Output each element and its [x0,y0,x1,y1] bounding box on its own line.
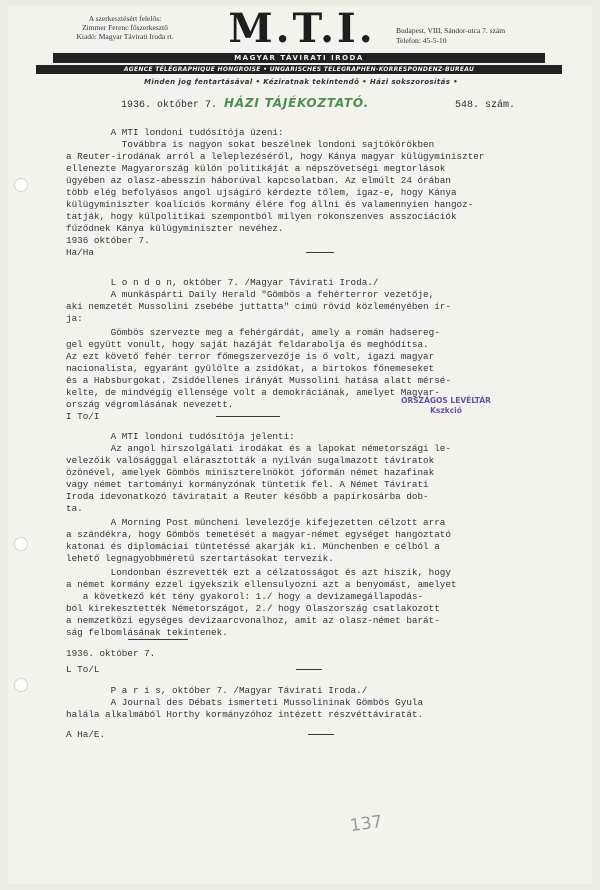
separator-dash [128,639,188,640]
report-line: 1936 október 7. [66,235,150,246]
report-line: ellenezte Magyarország külön politikáját a népszövetségi megtorlások [66,163,446,174]
punch-hole [14,537,28,551]
report-line: özönével, amelyek Gömbös miniszterelnököt jóformán német hazafinak [66,467,435,478]
archive-stamp-name: ORSZÁGOS LEVÉLTÁR [401,396,491,405]
report-line: a Reuter-irodának arról a leleplezéséről, hogy Kánya magyar külügyminiszter [66,151,485,162]
report-date: 1936. október 7. [66,648,156,659]
archive-stamp [396,396,496,416]
archive-stamp-section: Kszkció [430,406,462,415]
agency-name-band: MAGYAR TÁVIRATI IRODA [53,53,545,63]
report-line: Továbbra is nagyon sokat beszélnek londoni sajtókörökben [66,139,435,150]
report-line: a német kormány ezzel igyekszik ellensulyozni azt a benyomást, amelyet [66,579,457,590]
report-line: A MTI londoni tudósítója jelenti: [66,431,295,442]
publisher-line: Kiadó: Magyar Távirati Iroda rt. [76,32,174,41]
report-line: több elég befolyásos angol ujságíró kérdezte tőlem, igaz-e, hogy Kánya [66,187,457,198]
report-line: kelte, de mindvégig ellensége volt a demokráciának, amelyet Magyar- [66,387,440,398]
pencil-page-number: 137 [348,811,384,837]
report-line: P a r i s, október 7. /Magyar Távirati Iroda./ [66,685,368,696]
report-line: ból kirekesztették Németországot, 2./ hogy Olaszország csatlakozott [66,603,440,614]
address-info [396,26,536,46]
report-line: tatják, hogy külpolitikai szempontból milyen rokonszenves asszociációk [66,211,457,222]
document-date: 1936. október 7. [121,100,218,111]
report-line: L o n d o n, október 7. /Magyar Távirati Iroda./ [66,277,379,288]
report-line: és a Habsburgokat. Zsidóellenes irányát Mussolini hatása alatt mérsé- [66,375,451,386]
address-line: Budapest, VIII, Sándor-utca 7. szám [396,26,506,35]
signature-code: L To/L [66,664,100,675]
signature-code: I To/I [66,411,100,422]
report-line: halála alkalmából Horthy kormányzóhoz intézett részvéttáviratát. [66,709,424,720]
separator-dash [306,252,334,253]
report-line: Gömbös szervezte meg a fehérgárdát, amely a román hadsereg- [66,327,440,338]
document-page [8,6,592,884]
report-line: aki nemzetét Mussolini zsebébe juttatta" cimü rövid közleményében ír- [66,301,451,312]
report-line: ország végromlásának nevezett. [66,399,234,410]
report-line: ügyében az olasz-abesszin háborúval kapcsolatban. Az elmúlt 24 órában [66,175,451,186]
agency-languages-band: AGENCE TÉLÉGRAPHIQUE HONGROISE • UNGARISCHES TELEGRAPHEN-KORRESPONDENZ-BUREAU [36,65,562,74]
report-line: a következő két tény gyakorol: 1./ hogy a devizamegállapodás- [66,591,424,602]
punch-hole [14,178,28,192]
phone-line: Telefon: 45-5-10 [396,36,447,45]
report-line: nacionalista, egyaránt gyülölte a zsidókat, a birtokos főnemeseket [66,363,435,374]
separator-dash [308,734,334,735]
report-line: Az angol hírszolgálati irodákat és a lapokat németországi le- [66,443,451,454]
report-line: A munkáspárti Daily Herald "Gömbös a fehérterror vezetője, [66,289,435,300]
report-line: Iroda idevonatkozó táviratait a Reuter később a papírkosárba dob- [66,491,429,502]
report-line: Az ezt követő fehér terror főmegszervezője is ő volt, igazi magyar [66,351,435,362]
punch-hole [14,678,28,692]
report-line: A MTI londoni tudósítója üzeni: [66,127,284,138]
report-line: ság felbomlásának tekintenek. [66,627,228,638]
report-line: a nemzetközi egységes devizaarcvonalhoz, amit az olasz-német barát- [66,615,440,626]
report-line: külügyminiszter koalíciós kormány élére fog állni és valamennyien hangoz- [66,199,474,210]
report-line: fűződnek Kánya külügyminiszter nevéhez. [66,223,284,234]
report-line: Londonban észrevették ezt a célzatosságot és azt hiszik, hogy [66,567,451,578]
report-line: ta. [66,503,83,514]
document-title: HÁZI TÁJÉKOZTATÓ. [224,96,369,110]
report-line: ja: [66,313,83,324]
mti-logo: M.T.I. [228,5,376,52]
report-line: a szándékra, hogy Gömbös temetését a magyar-német egységet hangoztató [66,529,451,540]
report-line: gel együtt vonult, hogy saját hazáját feldarabolja és meghódítsa. [66,339,429,350]
signature-code: Ha/Ha [66,247,94,258]
document-number: 548. szám. [455,100,516,111]
report-line: velezőik valóságggal elárasztották a nyilván sugalmazott táviratok [66,455,435,466]
report-line: lehető legnagyobbméretű szertartásokat tervezik. [66,553,334,564]
publisher-info [50,14,200,41]
report-line: vagy német tartományi kormányzónak tüntetik fel. A Német Távirati [66,479,429,490]
publisher-line: Zimmer Ferenc főszerkesztő [82,23,168,32]
publisher-line: A szerkesztésért felelős: [88,14,162,23]
separator-dash [216,416,280,417]
report-line: A Morning Post müncheni levelezője kifejezetten célzott arra [66,517,446,528]
rights-notice: Minden jog fentartásával • Kéziratnak tekintendő • Házi sokszorosítás • [144,78,458,86]
separator-dash [296,669,322,670]
report-line: A Journal des Débats ismerteti Mussolininak Gömbös Gyula [66,697,424,708]
signature-code: A Ha/E. [66,729,106,740]
report-line: katonai és diplomáciai tüntetéssé akarják ki. Münchenben e célból a [66,541,440,552]
